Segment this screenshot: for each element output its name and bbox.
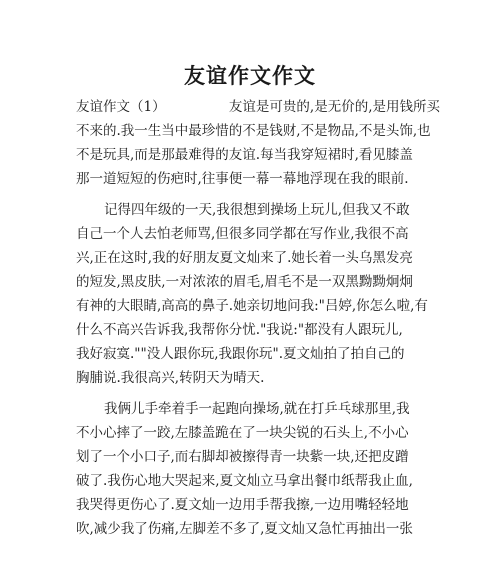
text-line: 不来的.我一生当中最珍惜的不是钱财,不是物品,不是头饰,也	[76, 123, 431, 139]
text-line: 什么不高兴告诉我,我帮你分忧."我说:"都没有人跟玩儿,	[76, 322, 403, 338]
text-line: 不小心摔了一跤,左膝盖跪在了一块尖锐的石头上,不小心	[76, 425, 409, 441]
document-body	[76, 95, 440, 541]
text-line: 不是玩具,而是那最难得的友谊.每当我穿短裙时,看见膝盖	[76, 147, 413, 163]
text-line: 的短发,黑皮肤,一对浓浓的眉毛,眉毛不是一双黑黝黝炯炯	[76, 274, 413, 290]
text-line: 记得四年级的一天,我很想到操场上玩儿,但我又不敢	[104, 202, 410, 218]
text-line: 友谊是可贵的,是无价的,是用钱所买	[228, 99, 440, 115]
page-title: 友谊作文作文	[184, 63, 316, 88]
text-line: 划了一个小口子,而右脚却被擦得青一块紫一块,还把皮蹭	[76, 449, 409, 465]
text-line: 我俩儿手牵着手一起跑向操场,就在打乒乓球那里,我	[104, 401, 410, 417]
text-line: 有神的大眼睛,高高的鼻子.她亲切地问我:"吕婷,你怎么啦,有	[76, 298, 428, 314]
text-line: 我哭得更伤心了.夏文灿一边用手帮我擦,一边用嘴轻轻地	[76, 497, 409, 513]
text-line: 胸脯说.我很高兴,转阴天为晴天.	[76, 370, 265, 386]
subtitle: 友谊作文（1）	[76, 99, 166, 115]
text-line: 破了.我伤心地大哭起来,夏文灿立马拿出餐巾纸帮我止血,	[76, 473, 413, 489]
first-line	[76, 95, 440, 119]
text-line: 兴,正在这时,我的好朋友夏文灿来了.她长着一头乌黑发亮	[76, 250, 413, 266]
text-line: 我好寂寞.""没人跟你玩,我跟你玩".夏文灿拍了拍自己的	[76, 346, 405, 362]
text-line: 那一道短短的伤疤时,往事便一幕一幕地浮现在我的眼前.	[76, 171, 409, 187]
text-line: 自己一个人去怕老师骂,但很多同学都在写作业,我很不高	[76, 226, 409, 242]
text-line: 吹,减少我了伤痛,左脚差不多了,夏文灿又急忙再抽出一张	[76, 521, 413, 537]
